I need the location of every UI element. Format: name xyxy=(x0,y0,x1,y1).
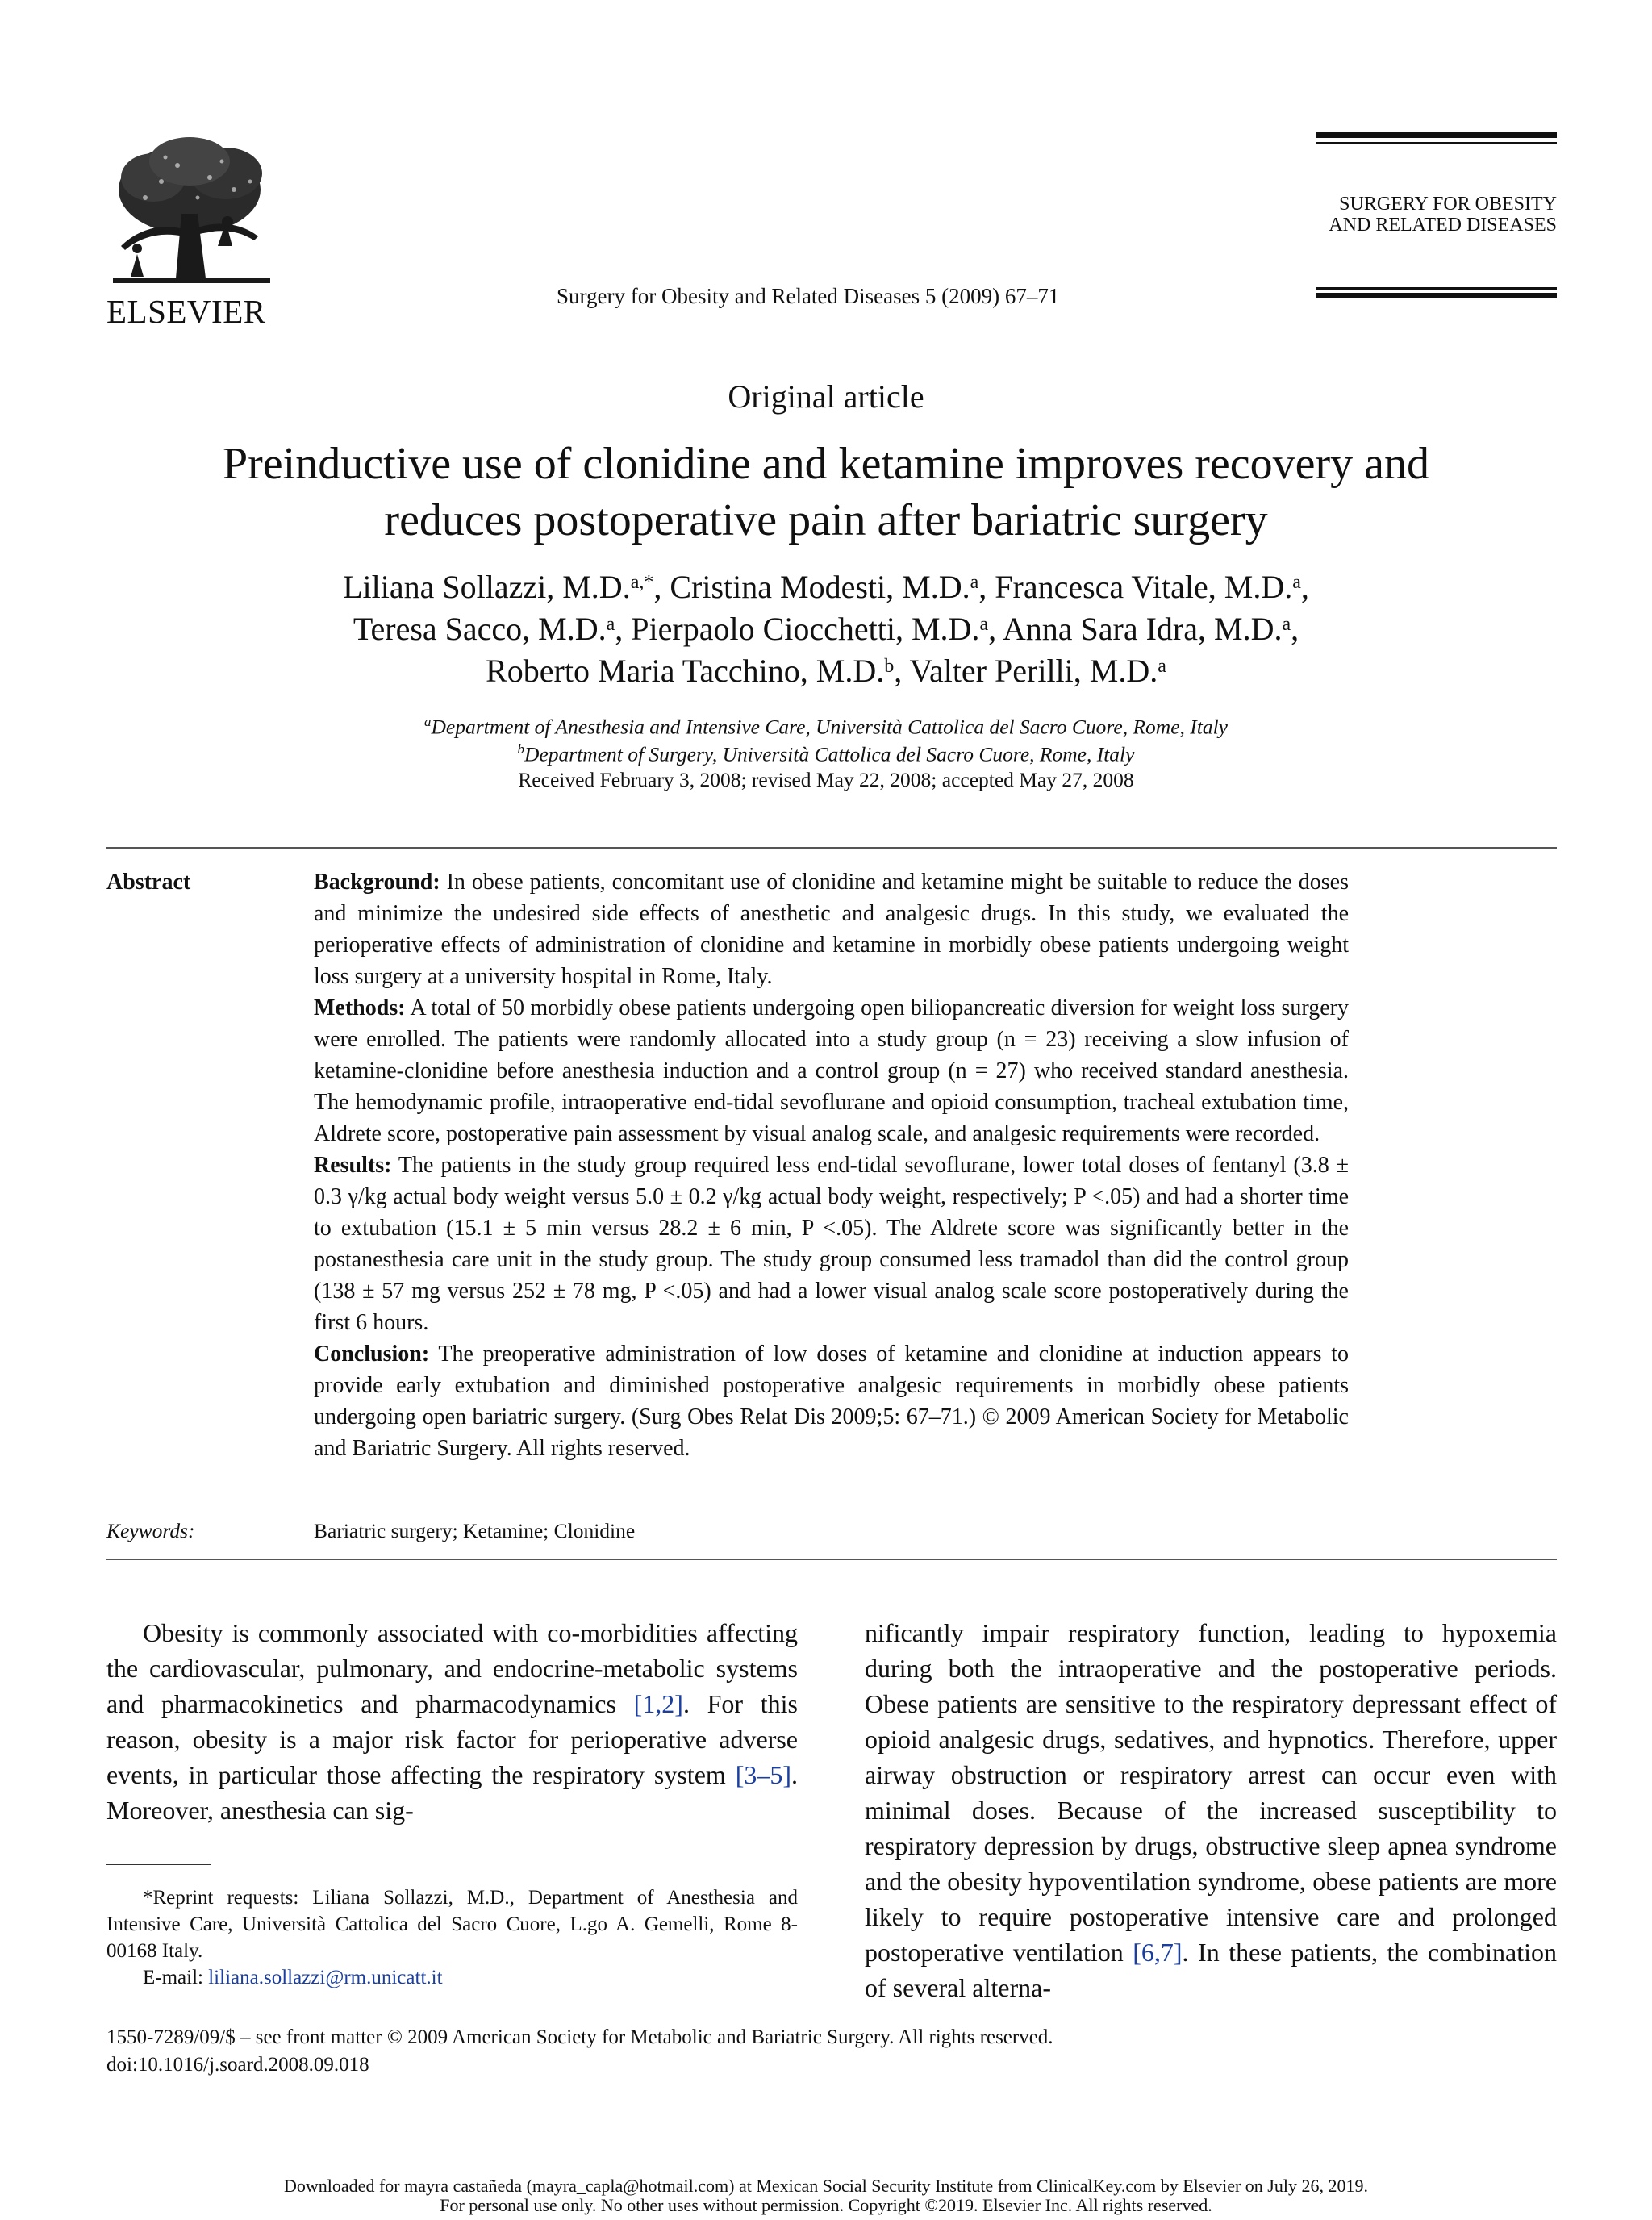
abstract-section-label: Methods: xyxy=(314,995,406,1020)
download-notice xyxy=(0,2176,1652,2215)
front-matter-copyright: 1550-7289/09/$ – see front matter © 2009 American Society for Metabolic and Bariatric Surgery. All rights reserved. xyxy=(106,2026,1053,2048)
abstract-methods xyxy=(314,992,1349,1150)
author-affil-mark: a,* xyxy=(630,572,654,593)
author-name: Valter Perilli, M.D. xyxy=(909,653,1158,689)
body-text: Obesity is commonly associated with co-morbidities affecting the cardiovascular, pulmonary, and endocrine-metabolic systems and pharmacokinetics and pharmacodynamics xyxy=(106,1618,798,1718)
abstract-section-text: In obese patients, concomitant use of clonidine and ketamine might be suitable to reduce the doses and minimize the undesired side effects of anesthetic and analgesic drugs. In this study, we evaluated the perioperative effects of administration of clonidine and ketamine in morbidly obese patients undergoing weight loss surgery at a university hospital in Rome, Italy. xyxy=(314,870,1349,989)
abstract-section-text: The patients in the study group required less end-tidal sevoflurane, lower total doses of fentanyl (3.8 ± 0.3 γ/kg actual body weight versus 5.0 ± 0.2 γ/kg actual body weight, respectively; P <.05) and had a shorter time to extubation (15.1 ± 5 min versus 28.2 ± 6 min, P <.05). The Aldrete score was significantly better in the postanesthesia care unit in the study group. The study group consumed less tramadol than did the control group (138 ± 57 mg versus 252 ± 78 mg, P <.05) and had a lower visual analog scale score postoperatively during the first 6 hours. xyxy=(314,1153,1350,1335)
author-name: Francesca Vitale, M.D. xyxy=(995,569,1293,605)
abstract-section-label: Results: xyxy=(314,1153,392,1178)
journal-name xyxy=(1316,194,1557,236)
author-affil-mark: a xyxy=(1282,614,1291,635)
abstract-body xyxy=(314,866,1349,1464)
email-link[interactable]: liliana.sollazzi@rm.unicatt.it xyxy=(208,1967,443,1988)
author-affil-mark: a xyxy=(1292,572,1301,593)
correspondence-footnote xyxy=(106,1884,798,1991)
author-name: Cristina Modesti, M.D. xyxy=(670,569,970,605)
abstract-section-label: Conclusion: xyxy=(314,1342,430,1367)
publisher-wordmark: ELSEVIER xyxy=(106,293,266,330)
journal-citation: Surgery for Obesity and Related Diseases 5 (2009) 67–71 xyxy=(557,284,1060,308)
author-affil-mark: a xyxy=(606,614,615,635)
author-affil-mark: a xyxy=(979,614,989,635)
footnote-email-line xyxy=(106,1964,798,1991)
footnote-text: *Reprint requests: Liliana Sollazzi, M.D., Department of Anesthesia and Intensive Care, Università Cattolica del Sacro Cuore, L.go A. Gemelli, Rome 8-00168 Italy. xyxy=(106,1887,798,1962)
footnote-rule xyxy=(106,1864,211,1865)
article-title-line2: reduces postoperative pain after bariatric surgery xyxy=(384,495,1268,545)
journal-name-line2: AND RELATED DISEASES xyxy=(1329,215,1557,236)
doi: doi:10.1016/j.soard.2008.09.018 xyxy=(106,2054,369,2076)
author-name: Pierpaolo Ciocchetti, M.D. xyxy=(631,611,980,647)
body-text: . For this reason, obesity is a major risk factor for perioperative adverse events, in particular those affecting the respiratory system xyxy=(106,1689,799,1789)
divider xyxy=(106,847,1557,849)
citation-link[interactable]: [1,2] xyxy=(633,1689,683,1718)
abstract-background xyxy=(314,866,1349,992)
abstract-section-text: The preoperative administration of low doses of ketamine and clonidine at induction appears to provide early extubation and diminished postoperative analgesic requirements in morbidly obese patients undergoing open bariatric surgery. (Surg Obes Relat Dis 2009;5: 67–71.) © 2009 American Society for Metabolic and Bariatric Surgery. All rights reserved. xyxy=(314,1342,1349,1461)
affiliation-mark: a xyxy=(424,714,432,729)
author-affil-mark: a xyxy=(970,572,979,593)
article-title xyxy=(121,436,1531,549)
body-column-right xyxy=(865,1615,1557,2005)
download-notice-line2: For personal use only. No other uses without permission. Copyright ©2019. Elsevier Inc. All rights reserved. xyxy=(440,2195,1212,2215)
article-type: Original article xyxy=(728,378,924,415)
body-text: nificantly impair respiratory function, leading to hypoxemia during both the intraoperative and the postoperative periods. Obese patients are sensitive to the respiratory depressant effect of opioid analgesic drugs, sedatives, and hypnotics. Therefore, upper airway obstruction or respiratory arrest can occur even with minimal doses. Because of the increased susceptibility to respiratory depression by drugs, obstructive sleep apnea syndrome and the obesity hypoventilation syndrome, obese patients are more likely to require postoperative intensive care and prolonged postoperative ventilation xyxy=(865,1618,1557,1967)
journal-banner-rule-top-thin xyxy=(1316,142,1557,144)
abstract-section-label: Background: xyxy=(314,870,440,895)
author-affil-mark: a xyxy=(1158,656,1166,677)
affiliation-text: Department of Anesthesia and Intensive Care, Università Cattolica del Sacro Cuore, Rome, Italy xyxy=(431,715,1228,739)
abstract-results xyxy=(314,1150,1349,1338)
author-name: Anna Sara Idra, M.D. xyxy=(1002,611,1283,647)
journal-name-line1: SURGERY FOR OBESITY xyxy=(1339,194,1557,215)
author-list-line2: Teresa Sacco, M.D.$^a$, Pierpaolo Ciocchetti, M.D.$^a$, Anna Sara Idra, M.D.$^a$, xyxy=(353,611,1299,647)
keywords-label: Keywords: xyxy=(106,1519,195,1542)
abstract-conclusion xyxy=(314,1338,1349,1464)
author-name: Liliana Sollazzi, M.D. xyxy=(343,569,631,605)
email-label: E-mail: xyxy=(143,1967,209,1988)
citation-link[interactable]: [3–5] xyxy=(735,1760,791,1789)
journal-banner-rule-bottom-thin xyxy=(1316,287,1557,290)
author-name: Teresa Sacco, M.D. xyxy=(353,611,607,647)
download-notice-line1: Downloaded for mayra castañeda (mayra_capla@hotmail.com) at Mexican Social Security Institute from ClinicalKey.com by Elsevier on July 26, 2019. xyxy=(284,2176,1368,2196)
affiliation-b xyxy=(81,736,1571,769)
author-affil-mark: b xyxy=(884,656,895,677)
keywords-value: Bariatric surgery; Ketamine; Clonidine xyxy=(314,1519,636,1542)
abstract-section-text: A total of 50 morbidly obese patients undergoing open biliopancreatic diversion for weight loss surgery were enrolled. The patients were randomly allocated into a study group (n = 23) receiving a slow infusion of ketamine-clonidine before anesthesia induction and a control group (n = 27) who received standard anesthesia. The hemodynamic profile, intraoperative end-tidal sevoflurane and opioid consumption, tracheal extubation time, Aldrete score, postoperative pain assessment by visual analog scale, and analgesic requirements were recorded. xyxy=(314,995,1349,1146)
body-column-left xyxy=(106,1615,798,1828)
article-title-line1: Preinductive use of clonidine and ketamine improves recovery and xyxy=(223,439,1429,489)
author-list-line1: Liliana Sollazzi, M.D.$^{a,*}$, Cristina Modesti, M.D.$^a$, Francesca Vitale, M.D.$^a$, xyxy=(343,569,1309,605)
affiliation-text: Department of Surgery, Università Cattolica del Sacro Cuore, Rome, Italy xyxy=(524,742,1135,766)
abstract-heading: Abstract xyxy=(106,870,191,895)
divider xyxy=(106,1559,1557,1560)
author-name: Roberto Maria Tacchino, M.D. xyxy=(486,653,885,689)
received-dates: Received February 3, 2008; revised May 22, 2008; accepted May 27, 2008 xyxy=(518,768,1134,791)
author-list-line3: Roberto Maria Tacchino, M.D.$^b$, Valter Perilli, M.D.$^a$ xyxy=(486,653,1166,689)
journal-banner-rule-bottom xyxy=(1316,293,1557,298)
body-text: . In these patients, the combination of several alterna- xyxy=(865,1938,1558,2002)
citation-link[interactable]: [6,7] xyxy=(1133,1938,1183,1967)
journal-banner-rule-top xyxy=(1316,132,1557,138)
affiliation-mark: b xyxy=(517,741,525,757)
body-text: . Moreover, anesthesia can sig- xyxy=(106,1760,798,1825)
